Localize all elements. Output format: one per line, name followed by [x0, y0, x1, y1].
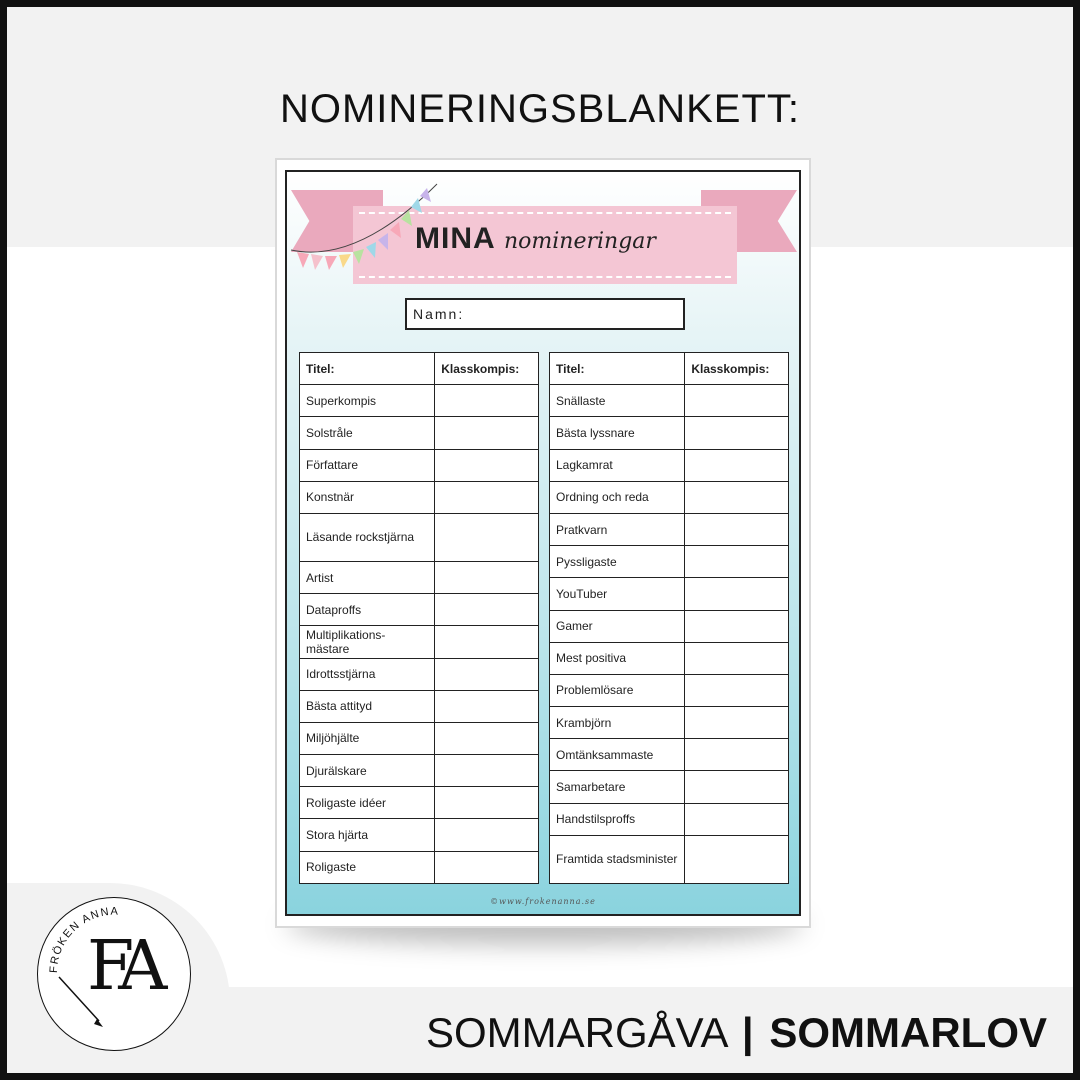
- classmate-cell: [685, 546, 789, 578]
- table-row: [300, 690, 539, 722]
- table-row: [550, 578, 789, 610]
- header-classmate: Klasskompis:: [435, 353, 539, 385]
- nomination-title: Mest positiva: [550, 642, 685, 674]
- nomination-title: Pratkvarn: [550, 513, 685, 545]
- classmate-cell: [435, 722, 539, 754]
- title-bold: MINA: [415, 222, 496, 255]
- table-row: [300, 449, 539, 481]
- logo-letters: FA: [87, 927, 158, 1006]
- classmate-cell: [435, 385, 539, 417]
- table-row: [550, 674, 789, 706]
- nomination-title: Solstråle: [300, 417, 435, 449]
- table-row: [550, 739, 789, 771]
- classmate-cell: [685, 513, 789, 545]
- nomination-title: Snällaste: [550, 385, 685, 417]
- nomination-title: Författare: [300, 449, 435, 481]
- table-row: [300, 626, 539, 658]
- classmate-cell: [435, 449, 539, 481]
- classmate-cell: [435, 626, 539, 658]
- classmate-cell: [435, 787, 539, 819]
- table-header-row: [300, 353, 539, 385]
- nomination-title: Gamer: [550, 610, 685, 642]
- nomination-title: Roligaste: [300, 851, 435, 883]
- classmate-cell: [685, 385, 789, 417]
- classmate-cell: [685, 481, 789, 513]
- nomination-title: Roligaste idéer: [300, 787, 435, 819]
- right-nomination-table: [549, 352, 789, 884]
- worksheet-preview: [275, 158, 811, 928]
- table-row: [300, 385, 539, 417]
- caption-separator: |: [741, 1009, 754, 1056]
- table-row: [300, 755, 539, 787]
- classmate-cell: [435, 594, 539, 626]
- classmate-cell: [435, 851, 539, 883]
- nomination-title: Omtänksammaste: [550, 739, 685, 771]
- left-nomination-table: [299, 352, 539, 884]
- nomination-title: Framtida stadsminister: [550, 835, 685, 883]
- nomination-title: Handstilsproffs: [550, 803, 685, 835]
- nomination-title: Lagkamrat: [550, 449, 685, 481]
- table-row: [300, 417, 539, 449]
- brand-logo: [37, 897, 193, 1053]
- caption-right: SOMMARLOV: [769, 1009, 1047, 1056]
- nomination-title: Ordning och reda: [550, 481, 685, 513]
- table-row: [550, 449, 789, 481]
- classmate-cell: [435, 658, 539, 690]
- nomination-title: Artist: [300, 561, 435, 593]
- table-row: [550, 481, 789, 513]
- nomination-title: YouTuber: [550, 578, 685, 610]
- classmate-cell: [685, 578, 789, 610]
- header-classmate: Klasskompis:: [685, 353, 789, 385]
- nomination-title: Läsande rockstjärna: [300, 513, 435, 561]
- table-row: [300, 658, 539, 690]
- worksheet-page: [285, 170, 801, 916]
- table-row: [550, 835, 789, 883]
- title-script: nomineringar: [504, 229, 656, 254]
- table-row: [300, 787, 539, 819]
- header-title: Titel:: [550, 353, 685, 385]
- nomination-title: Pyssligaste: [550, 546, 685, 578]
- table-row: [300, 481, 539, 513]
- table-row: [550, 771, 789, 803]
- bottom-caption: [426, 1009, 1047, 1057]
- nomination-title: Multiplikations-mästare: [300, 626, 435, 658]
- name-field: Namn:: [405, 298, 685, 330]
- svg-text:FRÖKEN ANNA: FRÖKEN ANNA: [47, 905, 120, 974]
- nomination-title: Dataproffs: [300, 594, 435, 626]
- classmate-cell: [435, 690, 539, 722]
- table-row: [550, 642, 789, 674]
- table-row: [300, 851, 539, 883]
- table-row: [550, 546, 789, 578]
- table-row: [300, 819, 539, 851]
- classmate-cell: [435, 819, 539, 851]
- table-row: [300, 561, 539, 593]
- classmate-cell: [685, 707, 789, 739]
- header-title: Titel:: [300, 353, 435, 385]
- classmate-cell: [435, 417, 539, 449]
- footer-url: ©www.frokenanna.se: [490, 897, 596, 906]
- table-row: [550, 610, 789, 642]
- classmate-cell: [685, 835, 789, 883]
- nomination-title: Krambjörn: [550, 707, 685, 739]
- nomination-title: Bästa attityd: [300, 690, 435, 722]
- table-header-row: [550, 353, 789, 385]
- classmate-cell: [685, 803, 789, 835]
- nomination-title: Stora hjärta: [300, 819, 435, 851]
- nomination-title: Superkompis: [300, 385, 435, 417]
- table-row: [300, 594, 539, 626]
- classmate-cell: [685, 417, 789, 449]
- classmate-cell: [435, 513, 539, 561]
- table-row: [300, 722, 539, 754]
- classmate-cell: [685, 739, 789, 771]
- classmate-cell: [435, 481, 539, 513]
- nomination-title: Samarbetare: [550, 771, 685, 803]
- page-heading: NOMINERINGSBLANKETT:: [279, 87, 801, 131]
- nomination-title: Miljöhjälte: [300, 722, 435, 754]
- table-row: [550, 513, 789, 545]
- classmate-cell: [685, 642, 789, 674]
- table-row: [550, 417, 789, 449]
- classmate-cell: [435, 755, 539, 787]
- nomination-title: Djurälskare: [300, 755, 435, 787]
- nomination-title: Problemlösare: [550, 674, 685, 706]
- nomination-title: Konstnär: [300, 481, 435, 513]
- table-row: [550, 385, 789, 417]
- table-row: [300, 513, 539, 561]
- worksheet-title: [415, 222, 656, 256]
- classmate-cell: [685, 674, 789, 706]
- table-row: [550, 707, 789, 739]
- nomination-title: Idrottsstjärna: [300, 658, 435, 690]
- classmate-cell: [685, 610, 789, 642]
- classmate-cell: [435, 561, 539, 593]
- nomination-title: Bästa lyssnare: [550, 417, 685, 449]
- classmate-cell: [685, 449, 789, 481]
- table-row: [550, 803, 789, 835]
- caption-left: SOMMARGÅVA: [425, 1009, 727, 1056]
- classmate-cell: [685, 771, 789, 803]
